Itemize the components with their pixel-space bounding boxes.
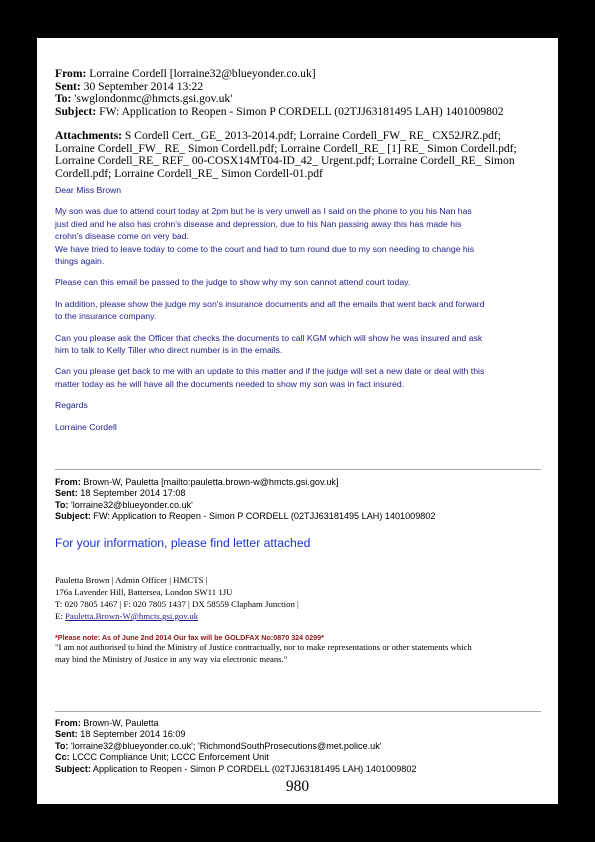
sent-label: Sent: xyxy=(55,488,78,499)
email1-subject: FW: Application to Reopen - Simon P CORDELL (02TJJ63181495 LAH) 1401009802 xyxy=(99,104,504,118)
disclaimer: "I am not authorised to bind the Ministry of Justice contractually, nor to make representations or other statements which may bind the Ministry of Justice in any way via electronic means." xyxy=(55,642,472,664)
sig-email-line: E: Pauletta.Brown-W@hmcts.gsi.gov.uk xyxy=(55,611,199,621)
subject-label: Subject: xyxy=(55,104,97,118)
to-label: To: xyxy=(55,92,72,106)
attachments-line: Lorraine Cordell_FW_ RE_ Simon Cordell.pdf; Lorraine Cordell_RE_ [1] RE_ Simon Cordell.pdf; xyxy=(55,141,517,155)
attachments-label: Attachments: xyxy=(55,129,122,142)
email3-header xyxy=(55,718,553,775)
from-label: From: xyxy=(55,718,81,728)
email2-from: Brown-W, Pauletta [mailto:pauletta.brown-w@hmcts.gsi.gov.uk] xyxy=(83,477,339,487)
subject-label: Subject: xyxy=(55,763,91,774)
regards: Regards xyxy=(55,400,88,411)
email-link[interactable]: Pauletta.Brown-W@hmcts.gsi.gov.uk xyxy=(65,611,199,621)
from-label: From: xyxy=(55,477,81,487)
email3-to-row xyxy=(55,741,553,752)
info-line: For your information, please find letter attached xyxy=(55,536,311,550)
email1-body xyxy=(55,184,553,433)
body-paragraph-2: Please can this email be passed to the judge to show why my son cannot attend court today. xyxy=(55,277,411,288)
email3-cc: LCCC Compliance Unit; LCCC Enforcement Unit xyxy=(72,752,269,763)
email2-from-row xyxy=(55,477,553,488)
email1-to: 'swglondonmc@hmcts.gsi.gov.uk' xyxy=(74,92,233,106)
body-paragraph-1: My son was due to attend court today at 2pm but he is very unwell as I said on the phone to you his Nan has just died and he also has crohn's disease and depression, due to his Nan passing away this has made his crohn's disease come on very bad. We have tried to leave today to come to the court and had to turn round due to my son needing to change his things again. xyxy=(55,206,475,267)
sent-label: Sent: xyxy=(55,729,78,740)
email3-to: 'lorraine32@blueyonder.co.uk'; 'RichmondSouthProsecutions@met.police.uk' xyxy=(71,740,382,751)
attachments-line: Cordell.pdf; Lorraine Cordell_RE_ Simon Cordell-01.pdf xyxy=(55,166,323,180)
sig-line: T: 020 7805 1467 | F: 020 7805 1437 | DX 58559 Clapham Junction | xyxy=(55,599,299,609)
cc-label: Cc: xyxy=(55,752,70,763)
email1-attachments xyxy=(55,130,517,180)
to-label: To: xyxy=(55,499,69,510)
page-number: 980 xyxy=(285,778,310,795)
body-paragraph-4: Can you please ask the Officer that checks the documents to call KGM which will show he was insured and ask him to talk to Kelly Tiller who direct number is in the emails. xyxy=(55,332,483,356)
email1-sent: 30 September 2014 13:22 xyxy=(83,79,204,93)
fax-note: *Please note: As of June 2nd 2014 Our fax will be GOLDFAX No:0870 324 0299* xyxy=(55,633,324,642)
body-paragraph-5: Can you please get back to me with an update to this matter and if the judge will set a new date or deal with this matter today as he will have all the documents needed to show my son was in fact insured. xyxy=(55,366,485,389)
email3-cc-row xyxy=(55,752,553,763)
document-page xyxy=(37,38,558,804)
signature: Lorraine Cordell xyxy=(55,421,117,432)
email3-sent: 18 September 2014 16:09 xyxy=(80,729,186,740)
email1-subject-row xyxy=(55,106,504,119)
email3-subject: Application to Reopen - Simon P CORDELL (02TJJ63181495 LAH) 1401009802 xyxy=(92,763,417,774)
email2-header xyxy=(55,477,553,523)
attachments-line: Lorraine Cordell_RE_ REF_ 00-COSX14MT04-ID_42_ Urgent.pdf; Lorraine Cordell_RE_ Simon xyxy=(55,154,515,168)
email2-subject-row xyxy=(55,511,553,522)
email2-sent: 18 September 2014 17:08 xyxy=(80,488,186,499)
email2-to: 'lorraine32@blueyonder.co.uk' xyxy=(71,499,193,510)
email3-sent-row xyxy=(55,729,553,740)
email3-subject-row xyxy=(55,764,553,775)
email2-subject: FW: Application to Reopen - Simon P CORDELL (02TJJ63181495 LAH) 1401009802 xyxy=(93,511,436,522)
email2-to-row xyxy=(55,500,553,511)
to-label: To: xyxy=(55,740,69,751)
greeting: Dear Miss Brown xyxy=(55,185,122,195)
separator-rule xyxy=(55,469,541,470)
attachments-line: Attachments: S Cordell Cert._GE_ 2013-2014.pdf; Lorraine Cordell_FW_ RE_ CX52JRZ.pdf; xyxy=(55,129,502,142)
sig-line: 176a Lavender Hill, Battersea, London SW11 1JU xyxy=(55,587,233,597)
email1-header xyxy=(55,68,504,118)
sig-line: Pauletta Brown | Admin Officer | HMCTS | xyxy=(55,575,208,585)
email2-signature xyxy=(55,574,553,622)
sent-label: Sent: xyxy=(55,79,81,93)
separator-rule xyxy=(55,711,541,712)
from-label: From: xyxy=(55,67,87,80)
subject-label: Subject: xyxy=(55,511,91,522)
email2-sent-row xyxy=(55,488,553,499)
email3-from: Brown-W, Pauletta xyxy=(83,718,159,728)
body-paragraph-3: In addition, please show the judge my son's insurance documents and all the emails that went back and forward to the insurance company. xyxy=(55,298,485,322)
email3-from-row xyxy=(55,718,553,729)
email1-from: Lorraine Cordell [lorraine32@blueyonder.co.uk] xyxy=(89,67,316,80)
